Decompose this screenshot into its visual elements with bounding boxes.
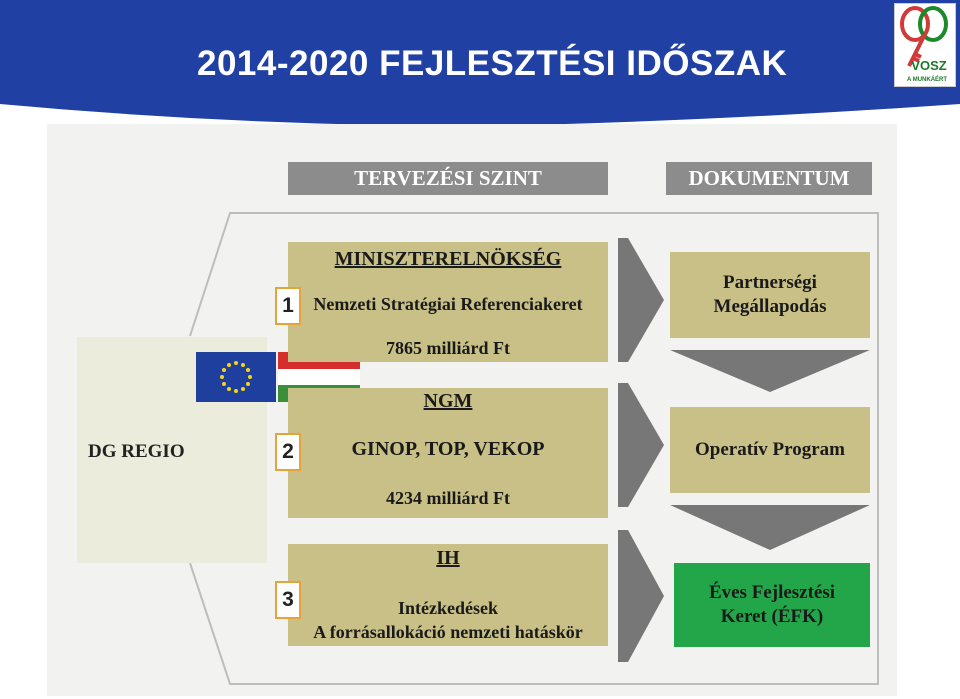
doc-box-3	[674, 563, 870, 647]
chevron-right-icon	[618, 530, 664, 662]
doc-1-line-1: Partnerségi	[723, 272, 817, 293]
chevron-down-icon	[670, 505, 870, 550]
doc-3-line-1: Éves Fejlesztési	[708, 582, 836, 603]
eu-flag-icon	[196, 352, 276, 402]
logo-name: VOSZ	[911, 58, 947, 73]
logo-tagline: A MUNKÁÉRT	[906, 77, 948, 83]
doc-box-2	[670, 407, 870, 493]
level-title-2: NGM	[423, 390, 473, 412]
doc-1-line-2: Megállapodás	[713, 296, 827, 317]
level-line-3a: Intézkedések	[398, 598, 498, 618]
level-number-1: 1	[275, 287, 301, 325]
col-header-document: DOKUMENTUM	[666, 162, 872, 195]
level-box-1	[288, 242, 608, 362]
level-number-2: 2	[275, 433, 301, 471]
level-line-3b: A forrásallokáció nemzeti hatáskör	[313, 622, 583, 642]
level-line-2b: 4234 milliárd Ft	[386, 488, 510, 508]
level-title-3: IH	[436, 547, 460, 569]
dg-regio-label: DG REGIO	[88, 441, 185, 462]
chevron-right-icon	[618, 383, 664, 507]
level-title-1: MINISZTERELNÖKSÉG	[334, 248, 562, 270]
level-line-2a: GINOP, TOP, VEKOP	[351, 438, 545, 460]
chevron-right-icon	[618, 238, 664, 362]
doc-3-line-2: Keret (ÉFK)	[720, 606, 824, 627]
slide-title: 2014-2020 FEJLESZTÉSI IDŐSZAK	[197, 44, 788, 83]
level-box-2	[288, 388, 608, 518]
doc-box-1	[670, 252, 870, 338]
doc-2-line-1: Operatív Program	[694, 439, 846, 460]
level-number-3: 3	[275, 581, 301, 619]
level-box-3	[288, 544, 608, 646]
level-line-1a: Nemzeti Stratégiai Referenciakeret	[313, 294, 583, 314]
col-header-planning-level: TERVEZÉSI SZINT	[288, 162, 608, 195]
chevron-down-icon	[670, 350, 870, 392]
level-line-1b: 7865 milliárd Ft	[386, 338, 510, 358]
